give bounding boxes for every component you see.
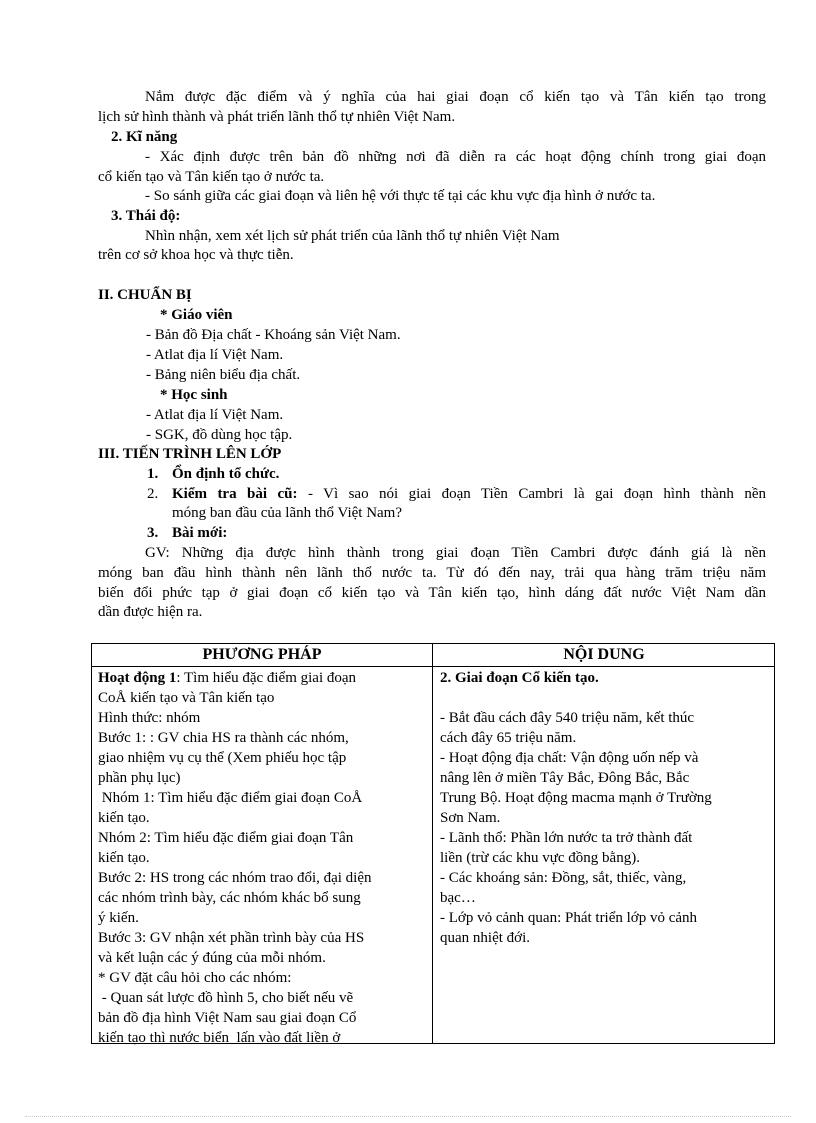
content-line: nâng lên ở miền Tây Bắc, Đông Bắc, Bắc — [440, 770, 690, 786]
content-line: - Lãnh thổ: Phần lớn nước ta trở thành đất — [440, 830, 693, 846]
method-line: giao nhiệm vụ cụ thể (Xem phiếu học tập — [98, 750, 347, 766]
student-item-2: - SGK, đồ dùng học tập. — [146, 427, 293, 443]
attitude-heading: 3. Thái độ: — [111, 208, 181, 224]
step-2-continued: móng ban đầu của lãnh thổ Việt Nam? — [172, 505, 403, 521]
skills-line-3: - So sánh giữa các giai đoạn và liên hệ với thực tế tại các khu vực địa hình ở nước ta. — [145, 188, 656, 204]
method-line: ý kiến. — [98, 910, 139, 926]
step-2-line — [172, 484, 766, 504]
teacher-item-2: - Atlat địa lí Việt Nam. — [146, 347, 284, 363]
prep-heading: II. CHUẨN BỊ — [98, 287, 192, 303]
step-2-label: Kiểm tra bài cũ: — [172, 486, 298, 502]
header-method: PHƯƠNG PHÁP — [202, 646, 322, 663]
step-3-text: Bài mới: — [172, 525, 228, 541]
step-1-number: 1. — [147, 466, 159, 482]
activity-title — [98, 668, 356, 688]
skills-heading: 2. Kĩ năng — [111, 129, 178, 145]
method-line: Nhóm 2: Tìm hiểu đặc điểm giai đoạn Tân — [98, 830, 354, 846]
gv-line-2: móng ban đầu hình thành nên lãnh thổ nước ta. Từ đó đến nay, trải qua hàng trăm triệu năm — [98, 565, 766, 581]
step-2-number: 2. — [147, 486, 159, 502]
content-line: - Hoạt động địa chất: Vận động uốn nếp và — [440, 750, 699, 766]
method-line: bản đồ địa hình Việt Nam sau giai đoạn Cổ — [98, 1010, 357, 1026]
teacher-heading: * Giáo viên — [160, 307, 233, 323]
method-line: và kết luận các ý đúng của mỗi nhóm. — [98, 950, 326, 966]
method-line: - Quan sát lược đồ hình 5, cho biết nếu vẽ — [98, 990, 354, 1006]
content-line: cách đây 65 triệu năm. — [440, 730, 577, 746]
method-line: Bước 1: : GV chia HS ra thành các nhóm, — [98, 730, 349, 746]
table-column-divider — [432, 644, 433, 1043]
intro-line-2: lịch sử hình thành và phát triển lãnh thổ tự nhiên Việt Nam. — [98, 109, 456, 125]
method-line: phần phụ lục) — [98, 770, 181, 786]
gv-line-1: GV: Những địa được hình thành trong giai đoạn Tiền Cambri được đánh giá là nền — [145, 545, 766, 561]
student-item-1: - Atlat địa lí Việt Nam. — [146, 407, 284, 423]
content-line: Sơn Nam. — [440, 810, 501, 826]
gv-line-4: dần được hiện ra. — [98, 604, 203, 620]
page-bottom-dotted-rule — [25, 1116, 791, 1117]
activity-title-bold: Hoạt động 1 — [98, 670, 177, 686]
content-line: quan nhiệt đới. — [440, 930, 530, 946]
method-line: Hình thức: nhóm — [98, 710, 201, 726]
method-line: kiến tạo. — [98, 810, 150, 826]
method-line: kiến tạo. — [98, 850, 150, 866]
gv-line-3: biến đổi phức tạp ở giai đoạn cổ kiến tạo và Tân kiến tạo, hình dáng đất nước Việt Nam dần — [98, 585, 766, 601]
lesson-table — [91, 643, 775, 1044]
method-line: * GV đặt câu hỏi cho các nhóm: — [98, 970, 292, 986]
content-line: - Lớp vỏ cảnh quan: Phát triển lớp vỏ cảnh — [440, 910, 698, 926]
activity-title-rest: : Tìm hiểu đặc điểm giai đoạn — [176, 670, 357, 686]
attitude-line-2: trên cơ sở khoa học và thực tiễn. — [98, 247, 294, 263]
content-line: - Các khoáng sản: Đồng, sắt, thiếc, vàng, — [440, 870, 687, 886]
attitude-line-1: Nhìn nhận, xem xét lịch sử phát triển của lãnh thổ tự nhiên Việt Nam — [145, 228, 560, 244]
step-3-number: 3. — [147, 525, 159, 541]
intro-line-1: Nắm được đặc điểm và ý nghĩa của hai giai đoạn cổ kiến tạo và Tân kiến tạo trong — [145, 89, 766, 105]
content-line: liền (trừ các khu vực đồng bằng). — [440, 850, 640, 866]
teacher-item-3: - Bảng niên biểu địa chất. — [146, 367, 301, 383]
content-line: bạc… — [440, 890, 476, 906]
method-line: các nhóm trình bày, các nhóm khác bổ sung — [98, 890, 361, 906]
content-title: 2. Giai đoạn Cổ kiến tạo. — [440, 670, 599, 686]
skills-line-2: cổ kiến tạo và Tân kiến tạo ở nước ta. — [98, 169, 325, 185]
method-line: CoÅ kiến tạo và Tân kiến tạo — [98, 690, 275, 706]
method-line: Nhóm 1: Tìm hiểu đặc điểm giai đoạn CoÅ — [98, 790, 363, 806]
process-heading: III. TIẾN TRÌNH LÊN LỚP — [98, 446, 282, 462]
student-heading: * Học sinh — [160, 387, 228, 403]
header-content: NỘI DUNG — [563, 646, 645, 663]
content-line: Trung Bộ. Hoạt động macma mạnh ở Trường — [440, 790, 712, 806]
method-line: Bước 2: HS trong các nhóm trao đổi, đại diện — [98, 870, 372, 886]
content-line: - Bắt đầu cách đây 540 triệu năm, kết thúc — [440, 710, 695, 726]
step-2-text: - Vì sao nói giai đoạn Tiền Cambri là gai đoạn hình thành nền — [307, 486, 766, 502]
method-line: Bước 3: GV nhận xét phần trình bày của HS — [98, 930, 365, 946]
method-line: kiến tạo thì nước biển lấn vào đất liền ở — [98, 1030, 341, 1046]
skills-line-1: - Xác định được trên bản đồ những nơi đã diễn ra các hoạt động chính trong giai đoạn — [145, 149, 766, 165]
step-1-text: Ổn định tổ chức. — [172, 466, 280, 482]
teacher-item-1: - Bản đồ Địa chất - Khoáng sản Việt Nam. — [146, 327, 401, 343]
